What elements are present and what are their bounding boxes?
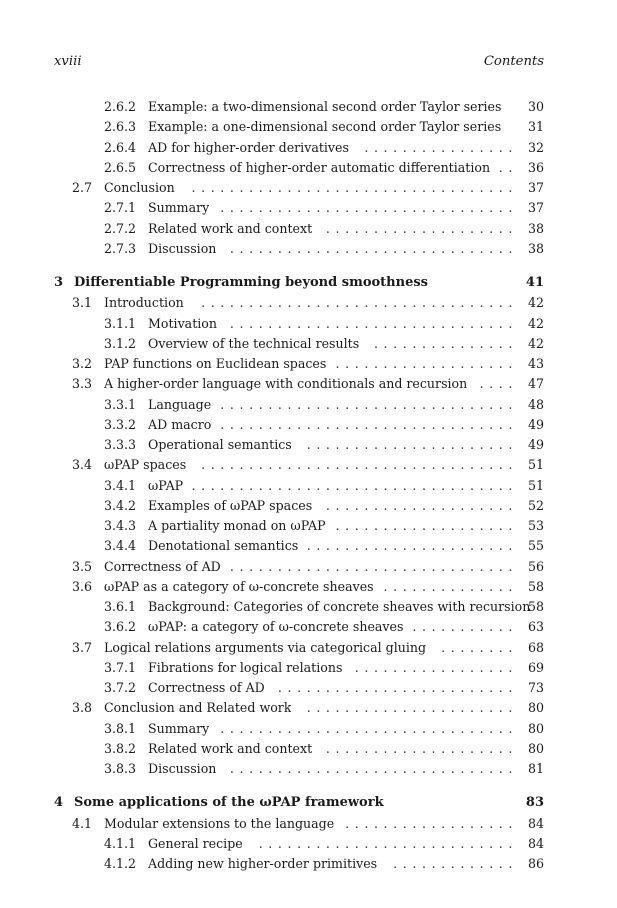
leader-dots: ................................. <box>201 295 518 311</box>
leader-dots: .................. <box>345 815 518 831</box>
toc-page: 80 <box>527 740 544 756</box>
toc-title: A partiality monad on ωPAP <box>148 518 326 533</box>
toc-entry[interactable] <box>54 814 544 834</box>
toc-title: PAP functions on Euclidean spaces <box>104 356 327 371</box>
toc-entry[interactable] <box>54 719 544 739</box>
leader-dots: .................... <box>325 220 518 236</box>
toc-number: 3.6.2 <box>104 619 137 635</box>
toc-title: Discussion <box>148 240 217 256</box>
toc-page: 43 <box>527 356 544 371</box>
toc-page: 80 <box>527 700 544 716</box>
toc-page: 84 <box>527 835 544 851</box>
toc-title: Differentiable Programming beyond smoothness <box>74 275 428 290</box>
toc-entry[interactable] <box>54 219 544 239</box>
page-number: xviii <box>54 54 82 69</box>
toc-number: 4 <box>54 795 64 811</box>
toc-number: 2.6.3 <box>104 119 137 135</box>
toc-entry[interactable] <box>54 597 544 617</box>
toc-title: Correctness of AD <box>148 680 265 695</box>
leader-dots: ........................... <box>258 835 518 851</box>
toc-title: Adding new higher-order primitives <box>148 856 378 871</box>
toc-number: 4.1.1 <box>104 835 137 851</box>
toc-entry[interactable] <box>54 577 544 597</box>
toc-entry[interactable] <box>54 698 544 718</box>
toc-title: Logical relations arguments via categorical gluing <box>104 639 427 655</box>
toc-page: 41 <box>525 275 544 290</box>
toc-page: 42 <box>527 335 544 351</box>
leader-dots: ........... <box>412 619 518 635</box>
toc-number: 3.3.2 <box>104 416 137 432</box>
toc-entry[interactable] <box>54 415 544 435</box>
toc-entry[interactable] <box>54 536 544 556</box>
toc-entry[interactable] <box>54 117 544 137</box>
toc-page: 48 <box>527 396 544 412</box>
toc-entry[interactable] <box>54 314 544 334</box>
toc-entry[interactable] <box>54 293 544 313</box>
toc-title: Operational semantics <box>148 437 292 452</box>
leader-dots: ............... <box>373 335 518 351</box>
toc-title: Example: a two-dimensional second order Taylor series <box>148 99 502 114</box>
toc-title: Conclusion and Related work <box>104 700 292 716</box>
toc-entry[interactable] <box>54 374 544 394</box>
toc-page: 53 <box>527 518 544 533</box>
toc-page: 47 <box>527 376 544 392</box>
toc-page: 49 <box>527 437 544 452</box>
leader-dots: ................ <box>364 139 518 155</box>
toc-number: 3.8.2 <box>104 740 137 756</box>
toc-number: 3.8.1 <box>104 720 137 736</box>
toc-title: Motivation <box>148 315 217 331</box>
toc-page: 73 <box>527 680 544 695</box>
toc-entry[interactable] <box>54 395 544 415</box>
toc-number: 4.1.2 <box>104 856 137 871</box>
toc-number: 2.7.1 <box>104 200 137 216</box>
toc-entry[interactable] <box>54 435 544 455</box>
toc-title: AD macro <box>148 416 212 432</box>
toc-page: 37 <box>527 180 544 195</box>
leader-dots: .............................. <box>229 240 518 256</box>
toc-chapter[interactable] <box>54 273 544 293</box>
toc-title: General recipe <box>148 835 243 851</box>
toc-entry[interactable] <box>54 138 544 158</box>
toc-number: 2.7.3 <box>104 240 137 256</box>
toc-title: Summary <box>148 720 210 736</box>
toc-entry[interactable] <box>54 354 544 374</box>
toc-page: 38 <box>527 220 544 236</box>
leader-dots: ............................... <box>220 200 518 216</box>
toc-page: 81 <box>527 761 544 776</box>
toc-entry[interactable] <box>54 557 544 577</box>
toc-number: 3.8.3 <box>104 761 137 776</box>
leader-dots: ...................... <box>306 700 518 716</box>
toc-number: 2.7 <box>72 180 93 195</box>
toc-number: 2.7.2 <box>104 220 137 236</box>
toc-entry[interactable] <box>54 158 544 178</box>
leader-dots: .................... <box>325 497 518 513</box>
toc-number: 3.3.1 <box>104 396 137 412</box>
toc-number: 2.6.2 <box>104 99 137 114</box>
toc-number: 3.4.3 <box>104 518 137 533</box>
leader-dots: .............................. <box>229 558 518 574</box>
toc-number: 3.8 <box>72 700 93 716</box>
leader-dots: .................... <box>325 740 518 756</box>
leader-dots: ...................... <box>306 538 518 554</box>
running-title: Contents <box>483 54 544 69</box>
toc-number: 3.7.1 <box>104 659 137 675</box>
page-header <box>54 54 544 72</box>
toc-number: 4.1 <box>72 815 93 831</box>
toc-title: Language <box>148 396 212 412</box>
leader-dots: ................................. <box>201 457 518 473</box>
toc-title: Conclusion <box>104 180 175 195</box>
toc-page: 30 <box>527 99 544 114</box>
toc-title: Background: Categories of concrete sheaves with recursion <box>148 599 531 614</box>
toc-page: 42 <box>527 295 544 311</box>
leader-dots: .............................. <box>229 761 518 776</box>
toc-page: 83 <box>525 795 544 811</box>
leader-dots: ................... <box>335 356 518 371</box>
toc-entry[interactable] <box>54 97 544 117</box>
toc-entry[interactable] <box>54 678 544 698</box>
leader-dots: ........ <box>441 639 518 655</box>
toc-page: 80 <box>527 720 544 736</box>
toc-page: 58 <box>527 599 544 614</box>
toc-page: 42 <box>527 315 544 331</box>
toc-entry[interactable] <box>54 239 544 259</box>
toc-title: Overview of the technical results <box>148 335 360 351</box>
leader-dots: ...................... <box>306 437 518 452</box>
leader-dots: .................................. <box>191 180 518 195</box>
toc-page: 49 <box>527 416 544 432</box>
toc-title: Summary <box>148 200 210 216</box>
toc-page: 55 <box>527 538 544 554</box>
toc-entry[interactable] <box>54 834 544 854</box>
toc-title: Fibrations for logical relations <box>148 659 343 675</box>
leader-dots: ............. <box>393 856 518 871</box>
toc-number: 3.2 <box>72 356 93 371</box>
toc-entry[interactable] <box>54 455 544 475</box>
toc-entry[interactable] <box>54 759 544 779</box>
toc-page: 69 <box>527 659 544 675</box>
toc-page: 56 <box>527 558 544 574</box>
leader-dots: .... <box>479 376 518 392</box>
toc-number: 3.7.2 <box>104 680 137 695</box>
toc-number: 3.6 <box>72 578 93 594</box>
toc-number: 3.7 <box>72 639 93 655</box>
toc-title: ωPAP spaces <box>104 457 187 473</box>
toc-page: 32 <box>527 139 544 155</box>
toc-number: 3.1.1 <box>104 315 137 331</box>
toc-chapter[interactable] <box>54 793 544 813</box>
toc-number: 3.3.3 <box>104 437 137 452</box>
toc-number: 3.4.4 <box>104 538 137 554</box>
toc-title: Example: a one-dimensional second order Taylor series <box>148 119 502 135</box>
toc-title: Introduction <box>104 295 184 311</box>
toc-title: Modular extensions to the language <box>104 815 335 831</box>
toc-entry[interactable] <box>54 516 544 536</box>
toc-number: 3.6.1 <box>104 599 137 614</box>
toc-number: 3 <box>54 275 64 290</box>
toc-number: 3.1 <box>72 295 93 311</box>
toc-entry[interactable] <box>54 658 544 678</box>
toc-page: 68 <box>527 639 544 655</box>
leader-dots: .............. <box>383 578 518 594</box>
toc-entry[interactable] <box>54 178 544 198</box>
toc-number: 3.4 <box>72 457 93 473</box>
leader-dots: .. <box>498 159 518 175</box>
toc-number: 3.1.2 <box>104 335 137 351</box>
toc-title: Denotational semantics <box>148 538 299 554</box>
toc-number: 3.4.2 <box>104 497 137 513</box>
leader-dots: ......................... <box>277 680 518 695</box>
toc-title: AD for higher-order derivatives <box>148 139 349 155</box>
toc-entry[interactable] <box>54 198 544 218</box>
toc-page: 38 <box>527 240 544 256</box>
toc-number: 3.3 <box>72 376 93 392</box>
toc-page: 37 <box>527 200 544 216</box>
toc-title: ωPAP <box>148 477 184 493</box>
toc-title: ωPAP: a category of ω-concrete sheaves <box>148 619 404 635</box>
toc-page: 84 <box>527 815 544 831</box>
toc-entry[interactable] <box>54 476 544 496</box>
toc-entry[interactable] <box>54 496 544 516</box>
leader-dots: ............................... <box>220 720 518 736</box>
toc-number: 2.6.4 <box>104 139 137 155</box>
toc-title: Discussion <box>148 761 217 776</box>
toc-page: 51 <box>527 477 544 493</box>
toc-title: A higher-order language with conditionals and recursion <box>104 376 468 392</box>
toc-title: Correctness of higher-order automatic differentiation <box>148 159 491 175</box>
toc-title: Correctness of AD <box>104 558 221 574</box>
toc-page: 36 <box>527 159 544 175</box>
toc-number: 3.4.1 <box>104 477 137 493</box>
toc-page: 86 <box>527 856 544 871</box>
toc-page: 52 <box>527 497 544 513</box>
toc-number: 3.5 <box>72 558 93 574</box>
toc-entry[interactable] <box>54 617 544 637</box>
toc-page: 31 <box>527 119 544 135</box>
toc-title: ωPAP as a category of ω-concrete sheaves <box>104 578 374 594</box>
leader-dots: .............................. <box>229 315 518 331</box>
toc-page: 63 <box>527 619 544 635</box>
toc-title: Examples of ωPAP spaces <box>148 497 313 513</box>
toc-page: 51 <box>527 457 544 473</box>
toc-title: Related work and context <box>148 220 313 236</box>
toc-title: Some applications of the ωPAP framework <box>74 795 384 811</box>
toc-entry[interactable] <box>54 334 544 354</box>
toc-page: 58 <box>527 578 544 594</box>
leader-dots: .................................. <box>191 477 518 493</box>
leader-dots: ................. <box>354 659 518 675</box>
leader-dots: ............................... <box>220 396 518 412</box>
toc-entry[interactable] <box>54 854 544 874</box>
toc-title: Related work and context <box>148 740 313 756</box>
toc-entry[interactable] <box>54 739 544 759</box>
leader-dots: ............................... <box>220 416 518 432</box>
toc-number: 2.6.5 <box>104 159 137 175</box>
leader-dots: ................... <box>335 518 518 533</box>
toc-entry[interactable] <box>54 638 544 658</box>
